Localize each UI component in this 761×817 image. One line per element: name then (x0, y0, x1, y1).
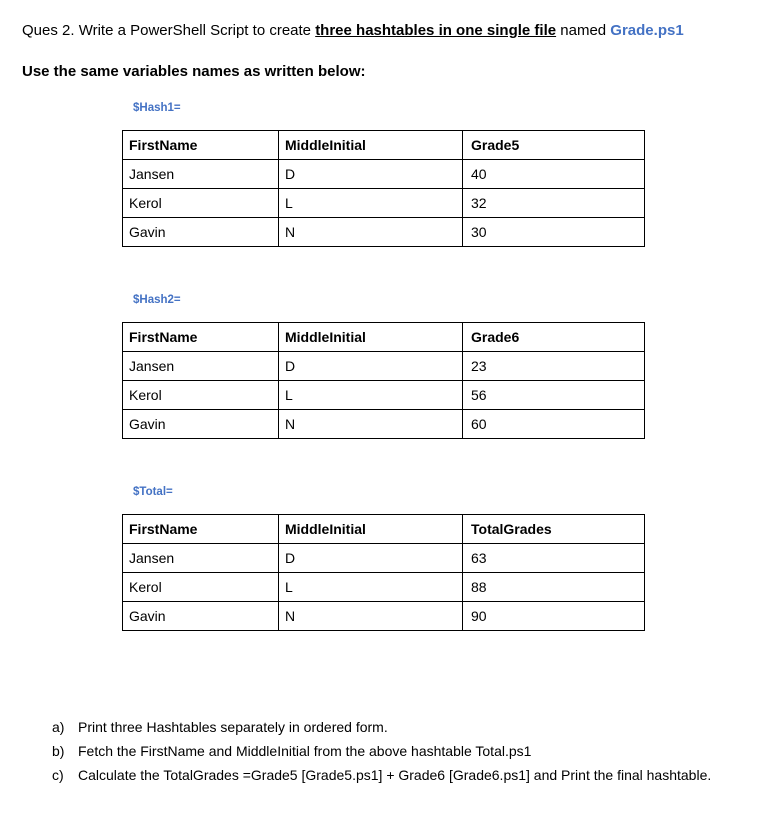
hash2-table (122, 322, 645, 439)
table-row (123, 218, 645, 247)
table-row (123, 602, 645, 631)
table-cell: 63 (463, 544, 645, 573)
table-cell: D (279, 544, 463, 573)
total-label: $Total= (133, 486, 173, 498)
table-row (123, 160, 645, 189)
table-cell: N (279, 410, 463, 439)
table-row (123, 573, 645, 602)
header-cell: FirstName (123, 515, 279, 544)
table-header-row (123, 131, 645, 160)
question-middle: named (556, 22, 611, 39)
question-emphasis: three hashtables in one single file (315, 22, 557, 39)
header-cell: Grade6 (463, 323, 645, 352)
list-item (52, 715, 712, 739)
hash1-label: $Hash1= (133, 102, 181, 114)
table-cell: D (279, 160, 463, 189)
task-text: Fetch the FirstName and MiddleInitial from the above hashtable Total.ps1 (78, 743, 532, 759)
question-title (22, 22, 684, 39)
total-table (122, 514, 645, 631)
task-text: Print three Hashtables separately in ordered form. (78, 719, 388, 735)
table-cell: N (279, 602, 463, 631)
table-cell: Jansen (123, 544, 279, 573)
list-item (52, 763, 712, 787)
question-filename: Grade.ps1 (610, 22, 684, 39)
hash2-label: $Hash2= (133, 294, 181, 306)
table-cell: 90 (463, 602, 645, 631)
table-row (123, 381, 645, 410)
header-cell: FirstName (123, 131, 279, 160)
table-cell: Gavin (123, 410, 279, 439)
header-cell: MiddleInitial (279, 515, 463, 544)
header-cell: Grade5 (463, 131, 645, 160)
table-cell: L (279, 381, 463, 410)
header-cell: TotalGrades (463, 515, 645, 544)
table-cell: 40 (463, 160, 645, 189)
list-item (52, 739, 712, 763)
table-header-row (123, 323, 645, 352)
table-row (123, 410, 645, 439)
table-cell: 30 (463, 218, 645, 247)
task-text: Calculate the TotalGrades =Grade5 [Grade5.ps1] + Grade6 [Grade6.ps1] and Print the final hashtable. (78, 767, 712, 783)
table-cell: 60 (463, 410, 645, 439)
task-marker: c) (52, 767, 64, 783)
header-cell: FirstName (123, 323, 279, 352)
hash1-table (122, 130, 645, 247)
table-cell: 56 (463, 381, 645, 410)
instruction-text: Use the same variables names as written below: (22, 63, 366, 80)
table-cell: Jansen (123, 352, 279, 381)
header-cell: MiddleInitial (279, 323, 463, 352)
table-cell: Kerol (123, 381, 279, 410)
table-cell: Kerol (123, 189, 279, 218)
question-prefix: Ques 2. Write a PowerShell Script to create (22, 22, 316, 39)
table-row (123, 544, 645, 573)
table-cell: Gavin (123, 218, 279, 247)
task-marker: b) (52, 743, 65, 759)
table-cell: 23 (463, 352, 645, 381)
task-marker: a) (52, 719, 65, 735)
table-header-row (123, 515, 645, 544)
table-cell: 88 (463, 573, 645, 602)
table-cell: D (279, 352, 463, 381)
table-cell: N (279, 218, 463, 247)
table-cell: Gavin (123, 602, 279, 631)
table-cell: Kerol (123, 573, 279, 602)
table-cell: 32 (463, 189, 645, 218)
task-list (52, 715, 712, 787)
table-row (123, 189, 645, 218)
table-cell: L (279, 189, 463, 218)
header-cell: MiddleInitial (279, 131, 463, 160)
table-cell: L (279, 573, 463, 602)
table-row (123, 352, 645, 381)
table-cell: Jansen (123, 160, 279, 189)
